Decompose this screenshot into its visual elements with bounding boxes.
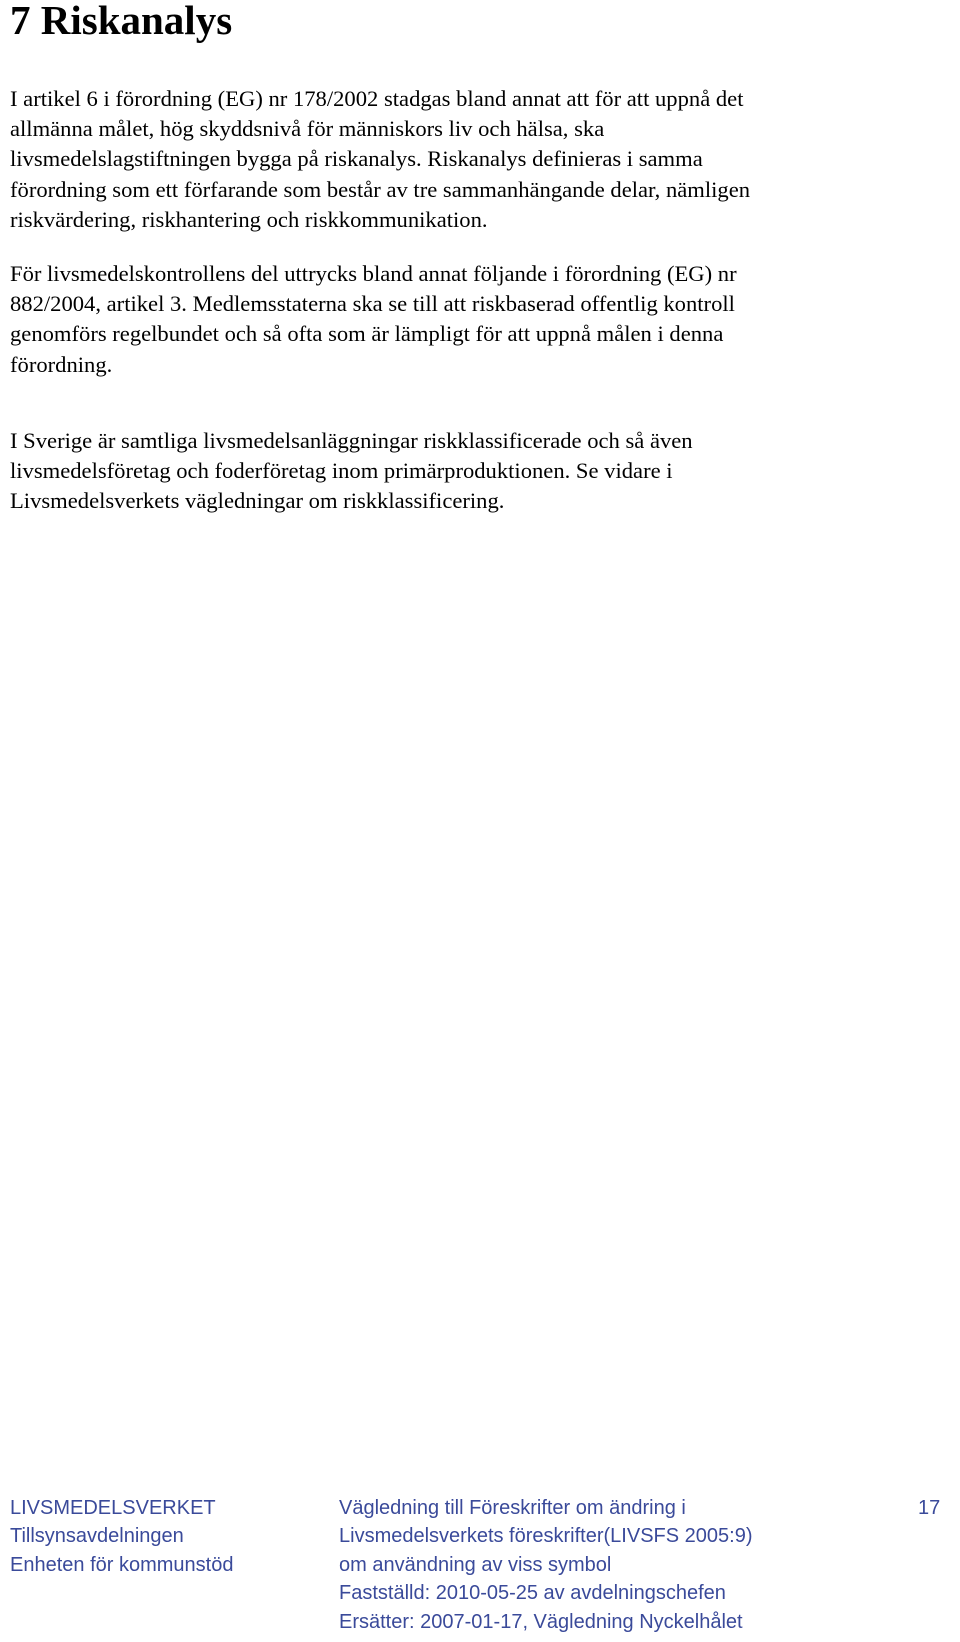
footer-org-name: LIVSMEDELSVERKET bbox=[10, 1497, 216, 1519]
text-line: förordning som ett förfarande som består av tre sammanhängande delar, nämligen bbox=[10, 176, 751, 202]
text-line: allmänna målet, hög skyddsnivå för människors liv och hälsa, ska bbox=[10, 116, 605, 142]
text-line: I artikel 6 i förordning (EG) nr 178/2002 stadgas bland annat att för att uppnå det bbox=[10, 86, 744, 111]
footer-doc-title-line: Livsmedelsverkets föreskrifter(LIVSFS 2005:9) bbox=[339, 1525, 753, 1548]
footer-document-info bbox=[339, 1494, 753, 1636]
text-line: 882/2004, artikel 3. Medlemsstaterna ska se till att riskbaserad offentlig kontroll bbox=[10, 291, 735, 317]
footer-established-date: Fastställd: 2010-05-25 av avdelningschefen bbox=[339, 1582, 726, 1605]
footer-doc-title-line: om användning av viss symbol bbox=[339, 1553, 612, 1576]
text-line: livsmedelsföretag och foderföretag inom primärproduktionen. Se vidare i bbox=[10, 458, 673, 484]
paragraph-risk-analysis-definition bbox=[10, 84, 910, 235]
paragraph-food-control bbox=[10, 259, 910, 380]
footer-department: Tillsynsavdelningen bbox=[10, 1525, 184, 1548]
text-line: I Sverige är samtliga livsmedelsanläggningar riskklassificerade och så även bbox=[10, 428, 693, 453]
footer-doc-title-line: Vägledning till Föreskrifter om ändring i bbox=[339, 1497, 686, 1519]
page-number: 17 bbox=[918, 1497, 941, 1519]
text-line: För livsmedelskontrollens del uttrycks bland annat följande i förordning (EG) nr bbox=[10, 261, 737, 286]
text-line: livsmedelslagstiftningen bygga på riskanalys. Riskanalys definieras i samma bbox=[10, 146, 703, 172]
text-line: genomförs regelbundet och så ofta som är lämpligt för att uppnå målen i denna bbox=[10, 321, 724, 347]
text-line: förordning. bbox=[10, 351, 113, 377]
footer-replaces: Ersätter: 2007-01-17, Vägledning Nyckelhålet bbox=[339, 1610, 743, 1633]
paragraph-risk-classification bbox=[10, 426, 910, 517]
text-line: riskvärdering, riskhantering och riskkommunikation. bbox=[10, 206, 488, 232]
footer-unit: Enheten för kommunstöd bbox=[10, 1553, 234, 1576]
text-line: Livsmedelsverkets vägledningar om riskklassificering. bbox=[10, 488, 505, 514]
footer-organization bbox=[10, 1494, 233, 1579]
page-heading: 7 Riskanalys bbox=[10, 0, 233, 43]
